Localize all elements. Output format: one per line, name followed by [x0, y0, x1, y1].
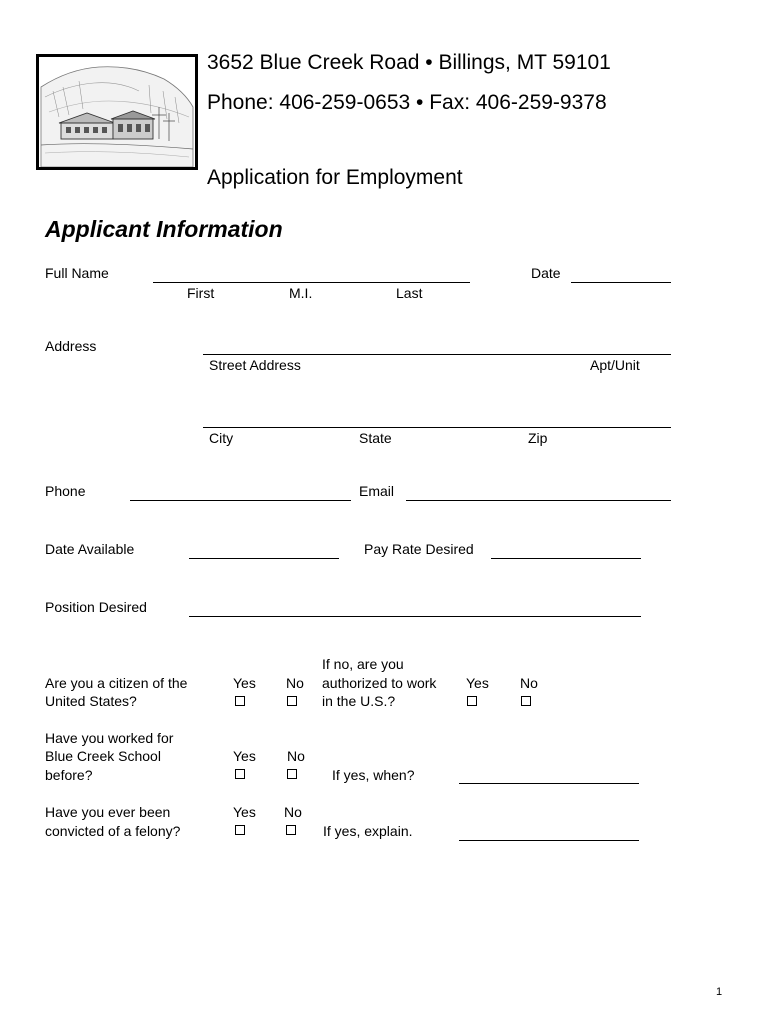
first-name-caption: First: [187, 285, 215, 301]
pay-rate-field[interactable]: [491, 542, 641, 558]
street-address-caption: Street Address: [209, 357, 301, 373]
pay-rate-label: Pay Rate Desired: [364, 541, 474, 557]
citizen-question-line2: United States?: [45, 693, 137, 709]
street-address-line: [203, 354, 671, 355]
zip-caption: Zip: [528, 430, 548, 446]
date-label: Date: [531, 265, 561, 281]
if-yes-explain-field[interactable]: [459, 824, 639, 840]
worked-before-yes-label: Yes: [233, 748, 256, 764]
phone-label: Phone: [45, 483, 86, 499]
city-state-zip-line: [203, 427, 671, 428]
date-line: [571, 282, 671, 283]
date-field[interactable]: [571, 266, 671, 282]
felony-yes-checkbox[interactable]: [235, 825, 245, 835]
date-available-label: Date Available: [45, 541, 135, 557]
position-desired-label: Position Desired: [45, 599, 147, 615]
if-yes-when-line: [459, 783, 639, 784]
city-caption: City: [209, 430, 234, 446]
school-address: 3652 Blue Creek Road • Billings, MT 59101: [207, 51, 611, 74]
page-number: 1: [716, 986, 723, 998]
felony-question-line1: Have you ever been: [45, 804, 171, 820]
if-yes-explain-label: If yes, explain.: [323, 823, 413, 839]
felony-yes-label: Yes: [233, 804, 256, 820]
felony-no-label: No: [284, 804, 302, 820]
middle-initial-caption: M.I.: [289, 285, 313, 301]
worked-before-yes-checkbox[interactable]: [235, 769, 245, 779]
school-logo-sketch: [36, 54, 198, 170]
if-yes-when-label: If yes, when?: [332, 767, 415, 783]
citizen-question-line1: Are you a citizen of the: [45, 675, 188, 691]
school-building-sketch-icon: [39, 57, 195, 167]
position-desired-line: [189, 616, 641, 617]
worked-before-line1: Have you worked for: [45, 730, 174, 746]
phone-field[interactable]: [130, 484, 351, 500]
last-name-caption: Last: [396, 285, 423, 301]
pay-rate-line: [491, 558, 641, 559]
worked-before-no-label: No: [287, 748, 305, 764]
position-desired-field[interactable]: [189, 600, 641, 616]
school-phone-fax: Phone: 406-259-0653 • Fax: 406-259-9378: [207, 91, 607, 114]
authorized-question-line1: If no, are you: [322, 656, 404, 672]
authorized-no-checkbox[interactable]: [521, 696, 531, 706]
email-line: [406, 500, 671, 501]
if-yes-explain-line: [459, 840, 639, 841]
if-yes-when-field[interactable]: [459, 767, 639, 783]
section-title: Applicant Information: [45, 216, 283, 242]
worked-before-line3: before?: [45, 767, 93, 783]
authorized-question-line3: in the U.S.?: [322, 693, 396, 709]
felony-no-checkbox[interactable]: [286, 825, 296, 835]
state-caption: State: [359, 430, 392, 446]
email-field[interactable]: [406, 484, 671, 500]
authorized-question-line2: authorized to work: [322, 675, 437, 691]
document-title: Application for Employment: [207, 166, 463, 189]
citizen-no-label: No: [286, 675, 304, 691]
authorized-yes-label: Yes: [466, 675, 489, 691]
worked-before-line2: Blue Creek School: [45, 748, 161, 764]
citizen-yes-checkbox[interactable]: [235, 696, 245, 706]
full-name-label: Full Name: [45, 265, 109, 281]
full-name-line: [153, 282, 470, 283]
email-label: Email: [359, 483, 395, 499]
authorized-no-label: No: [520, 675, 538, 691]
street-address-field[interactable]: [203, 338, 671, 354]
authorized-yes-checkbox[interactable]: [467, 696, 477, 706]
city-state-zip-field[interactable]: [203, 411, 671, 427]
date-available-field[interactable]: [189, 542, 339, 558]
date-available-line: [189, 558, 339, 559]
citizen-no-checkbox[interactable]: [287, 696, 297, 706]
apt-unit-caption: Apt/Unit: [590, 357, 640, 373]
citizen-yes-label: Yes: [233, 675, 256, 691]
felony-question-line2: convicted of a felony?: [45, 823, 181, 839]
worked-before-no-checkbox[interactable]: [287, 769, 297, 779]
phone-line: [130, 500, 351, 501]
full-name-field[interactable]: [153, 266, 470, 282]
address-label: Address: [45, 338, 97, 354]
